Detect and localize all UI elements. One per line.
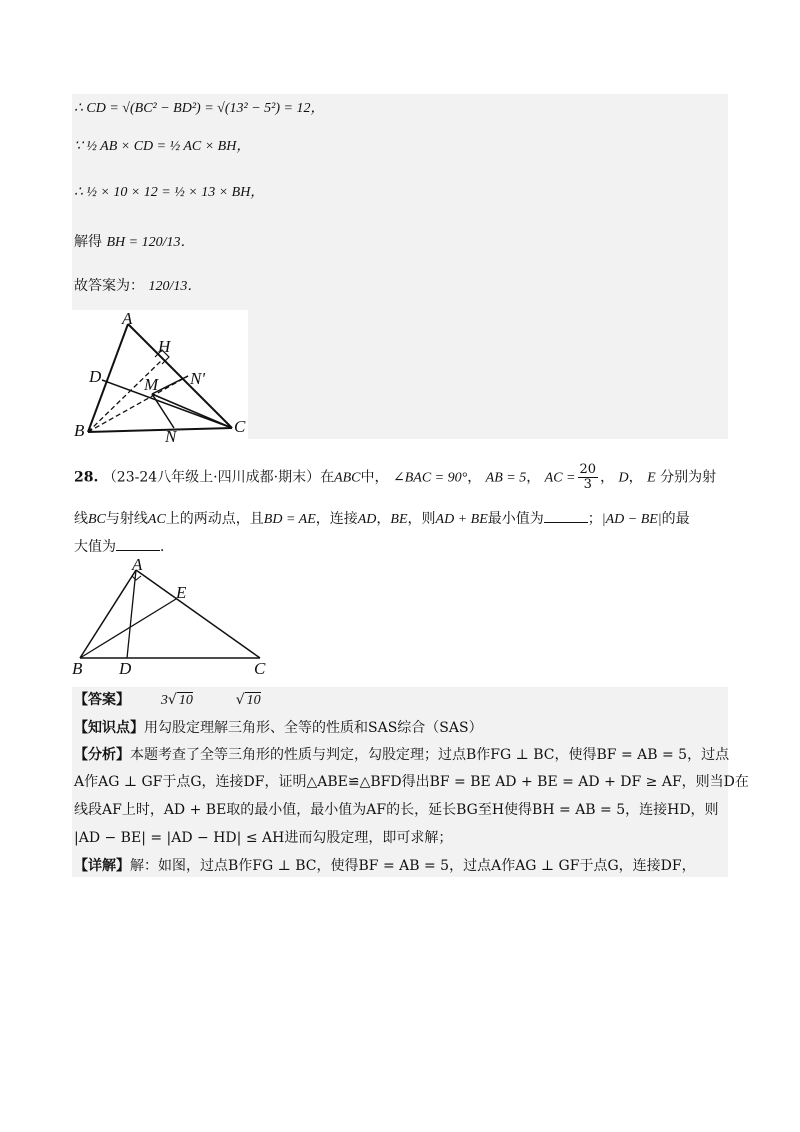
figure-triangle-2	[70, 556, 270, 678]
question-text-c: 分别为射	[660, 469, 717, 486]
solution-line-4	[74, 232, 194, 253]
question-e: E	[647, 470, 656, 486]
q2-g: ，连接	[315, 511, 358, 527]
figure-triangle-1	[72, 310, 248, 445]
analysis-text-2: A作AG ⊥ GF于点G，连接DF，证明△ABE≌△BFD得出BF = BE AD + BE = AD + DF ≥ AF，则当D在	[74, 774, 749, 790]
question-text-a: 在	[320, 469, 335, 486]
q2-j: ，则	[407, 511, 436, 527]
solution-line-2	[74, 136, 250, 157]
knowledge-label: 【知识点】	[74, 720, 144, 736]
label-a: A	[122, 310, 133, 328]
right-angle-mark-a	[132, 576, 141, 580]
answer-blank-2[interactable]	[116, 536, 160, 551]
detail-line	[74, 856, 696, 876]
detail-label: 【详解】	[74, 858, 130, 874]
question-number: 28.	[74, 469, 99, 486]
q2-e: 上的两动点，且	[165, 511, 264, 527]
answer-line: 【答案】 3√ 10 √ 10	[74, 692, 261, 708]
solution-line-1-text: ∴ CD = √(BC² − BD²) = √(13² − 5²) = 12，	[74, 101, 325, 116]
q2-f: BD = AE	[263, 512, 316, 527]
q2-b: BC	[88, 512, 106, 527]
question-ab: AB = 5	[485, 470, 527, 486]
q2-d: AC	[147, 512, 166, 527]
label-n: N	[165, 427, 177, 445]
answer-value: 120/13．	[148, 279, 202, 294]
label-b: B	[74, 421, 85, 440]
side-ac-2	[136, 570, 260, 658]
question-text-b: 中，	[360, 469, 389, 486]
answer-value-2-radicand: 10	[246, 693, 261, 708]
question-ac-fraction	[578, 463, 599, 492]
label-c-2: C	[254, 659, 266, 678]
ac-numerator: 20	[579, 462, 597, 477]
q3-a: 大值为	[74, 539, 116, 555]
q2-a: 线	[74, 511, 88, 527]
question-line-2: 线BC与射线AC上的两动点，且BD = AE，连接AD，BE，则AD + BE最小值为 ；|AD − BE|的最	[74, 508, 690, 530]
answer-label: 【答案】	[74, 692, 130, 708]
question-line-3	[74, 536, 174, 557]
label-a-2: A	[132, 556, 143, 574]
solve-prefix: 解得	[74, 234, 102, 250]
label-c: C	[234, 417, 246, 436]
question-triangle: ABC	[334, 470, 361, 486]
solution-line-3-text: ∴ ½ × 10 × 12 = ½ × 13 × BH，	[74, 185, 265, 200]
question-angle: ∠BAC = 90°	[392, 470, 468, 486]
analysis-label: 【分析】	[74, 747, 130, 763]
answer-blank-1[interactable]	[544, 508, 588, 523]
q2-l: 最小值为	[487, 511, 544, 527]
q2-h: AD	[357, 512, 377, 527]
label-e-2: E	[176, 583, 187, 602]
q2-n: 的最	[661, 511, 690, 527]
analysis-text-4: |AD − BE| = |AD − HD| ≤ AH进而勾股定理，即可求解；	[74, 830, 453, 846]
question-source: （23-24八年级上·四川成都·期末）	[102, 469, 321, 486]
question-d: D	[618, 470, 629, 486]
side-ab-2	[80, 570, 136, 658]
label-b-2: B	[72, 659, 83, 678]
label-h: H	[158, 337, 171, 356]
detail-text: 解：如图，过点B作FG ⊥ BC，使得BF = AB = 5，过点A作AG ⊥ GF于点G，连接DF，	[130, 858, 696, 874]
solution-line-3	[74, 182, 264, 203]
label-m: M	[144, 375, 159, 394]
question-ac-label: AC =	[544, 470, 576, 486]
solution-line-1	[74, 98, 324, 119]
q2-m: |AD − BE|	[601, 512, 662, 527]
answer-prefix: 故答案为：	[74, 278, 144, 294]
q2-c: 与射线	[105, 511, 148, 527]
q3-b: ．	[160, 539, 174, 555]
label-d-2: D	[119, 659, 132, 678]
analysis-line-4	[74, 828, 452, 848]
q2-k: AD + BE	[435, 512, 488, 527]
solve-expression: BH = 120/13．	[106, 235, 195, 250]
analysis-text-1: 本题考查了全等三角形的性质与判定，勾股定理；过点B作FG ⊥ BC，使得BF = AB = 5，过点	[130, 747, 730, 763]
solution-line-2-text: ∵ ½ AB × CD = ½ AC × BH，	[74, 139, 251, 154]
answer-value-1-coef: 3	[160, 693, 168, 708]
solution-line-5	[74, 276, 201, 297]
analysis-line-1	[74, 745, 729, 765]
label-d: D	[89, 367, 102, 386]
ac-denominator: 3	[583, 477, 592, 492]
analysis-text-3: 线段AF上时，AD + BE取的最小值，最小值为AF的长，延长BG至H使得BH = AB = 5，连接HD，则	[74, 802, 719, 818]
analysis-line-2	[74, 772, 749, 792]
analysis-line-3	[74, 800, 719, 820]
knowledge-line	[74, 718, 483, 738]
label-n-prime: N'	[190, 369, 205, 388]
answer-value-1-radicand: 10	[178, 693, 193, 708]
q2-i: BE	[390, 512, 408, 527]
question-line-1: 28. （23-24八年级上·四川成都·期末）在ABC中， ∠BAC = 90°， AB = 5， AC = $\frac{20}{3}$ ， D， E 分别为射	[74, 462, 717, 492]
knowledge-text: 用勾股定理解三角形、全等的性质和SAS综合（SAS）	[144, 720, 483, 736]
